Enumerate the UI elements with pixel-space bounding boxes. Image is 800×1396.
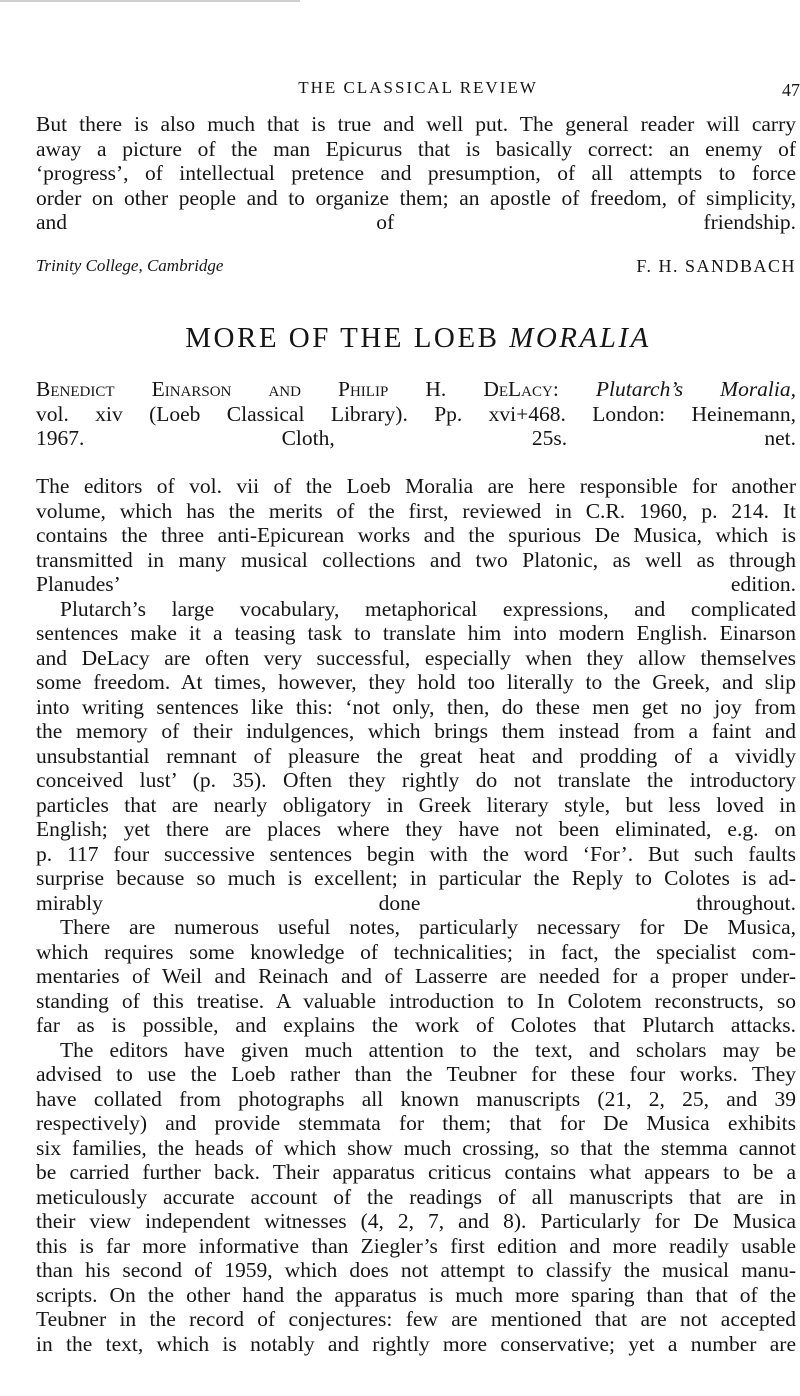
reviewer-name: F. H. SANDBACH <box>636 256 796 276</box>
text-line: and of friendship. <box>36 210 796 234</box>
text-line: mirably done throughout. <box>36 890 796 915</box>
review-signature <box>36 256 796 284</box>
paragraph <box>36 474 796 597</box>
text-line: far as is possible, and explains the work of Colotes that Plutarch attacks. <box>36 1013 796 1037</box>
text-line: this is far more informative than Ziegler’s first edition and more readily usable <box>36 1233 796 1258</box>
text-line: volume, which has the merits of the first, reviewed in C.R. 1960, p. 214. It <box>36 498 796 523</box>
article-title-italic: MORALIA <box>509 322 651 354</box>
paragraph <box>36 915 796 1038</box>
paragraph <box>36 597 796 916</box>
citation-line: 1967. Cloth, 25s. net. <box>36 426 796 450</box>
text-line: six families, the heads of which show much crossing, so that the stemma cannot <box>36 1135 796 1160</box>
journal-title: THE CLASSICAL REVIEW <box>298 78 538 97</box>
text-line: transmitted in many musical collections and two Platonic, as well as through <box>36 547 796 572</box>
text-line: order on other people and to organize them; an apostle of freedom, of simplicity, <box>36 185 796 210</box>
text-line: into writing sentences like this: ‘not only, then, do these men get no joy from <box>36 694 796 719</box>
article-title-roman: MORE OF THE LOEB <box>185 322 510 354</box>
text-line: unsubstantial remnant of pleasure the great heat and prodding of a vividly <box>36 743 796 768</box>
text-line: The editors have given much attention to the text, and scholars may be <box>60 1037 796 1062</box>
citation-line <box>36 377 796 402</box>
text-line: surprise because so much is excellent; in particular the Reply to Colotes is ad- <box>36 866 796 890</box>
article-title <box>36 322 800 355</box>
text-line: some freedom. At times, however, they hold too literally to the Greek, and slip <box>36 670 796 694</box>
page-number: 47 <box>782 80 800 100</box>
paragraph <box>36 1038 796 1357</box>
citation-work-title: Plutarch’s Moralia, <box>595 377 797 401</box>
text-line: meticulously accurate account of the readings of all manuscripts that are in <box>36 1184 796 1209</box>
text-line: respectively) and provide stemmata for them; that for De Musica exhibits <box>36 1111 796 1135</box>
text-line: and DeLacy are often very successful, especially when they allow themselves <box>36 645 796 670</box>
text-line: scripts. On the other hand the apparatus is much more sparing than that of the <box>36 1282 796 1307</box>
text-line: than his second of 1959, which does not attempt to classify the musical manu- <box>36 1258 796 1282</box>
text-line: But there is also much that is true and well put. The general reader will carry <box>36 112 796 136</box>
text-line: be carried further back. Their apparatus criticus contains what appears to be a <box>36 1160 796 1184</box>
text-line: p. 117 four successive sentences begin with the word ‘For’. But such faults <box>36 841 796 866</box>
text-line: the memory of their indulgences, which brings them instead from a faint and <box>36 719 796 743</box>
text-line: their view independent witnesses (4, 2, 7, and 8). Particularly for De Musica <box>36 1209 796 1233</box>
text-line: sentences make it a teasing task to translate him into modern English. Einarson <box>36 621 796 645</box>
text-line: English; yet there are places where they have not been eliminated, e.g. on <box>36 817 796 841</box>
citation-line: vol. xiv (Loeb Classical Library). Pp. xvi+468. London: Heinemann, <box>36 401 796 426</box>
book-citation <box>36 377 796 451</box>
text-line: ‘progress’, of intellectual pretence and presumption, of all attempts to force <box>36 161 796 185</box>
citation-authors: Benedict Einarson and Philip H. DeLacy: <box>36 377 559 401</box>
text-line: contains the three anti-Epicurean works and the spurious De Musica, which is <box>36 523 796 547</box>
text-line: mentaries of Weil and Reinach and of Lasserre are needed for a proper under- <box>36 964 796 988</box>
text-line: Teubner in the record of conjectures: few are mentioned that are not accepted <box>36 1307 796 1331</box>
text-line: There are numerous useful notes, particularly necessary for De Musica, <box>60 915 796 939</box>
text-line: which requires some knowledge of technicalities; in fact, the specialist com- <box>36 939 796 964</box>
text-line: conceived lust’ (p. 35). Often they rightly do not translate the introductory <box>36 768 796 792</box>
text-line: Planudes’ edition. <box>36 572 796 596</box>
text-line: standing of this treatise. A valuable introduction to In Colotem reconstructs, so <box>36 988 796 1013</box>
previous-review-conclusion <box>36 112 796 235</box>
text-line: particles that are nearly obligatory in Greek literary style, but less loved in <box>36 792 796 817</box>
text-line: Plutarch’s large vocabulary, metaphorical expressions, and complicated <box>60 596 796 621</box>
text-line: advised to use the Loeb rather than the Teubner for these four works. They <box>36 1062 796 1086</box>
running-head <box>36 78 800 104</box>
reviewer-affiliation: Trinity College, Cambridge <box>36 256 224 275</box>
text-line: away a picture of the man Epicurus that is basically correct: an enemy of <box>36 136 796 161</box>
text-line: in the text, which is notably and rightly more conservative; yet a number are <box>36 1331 796 1356</box>
scan-edge-rule <box>0 0 300 2</box>
text-line: The editors of vol. vii of the Loeb Moralia are here responsible for another <box>36 474 796 498</box>
review-body <box>36 474 796 1356</box>
text-line: have collated from photographs all known manuscripts (21, 2, 25, and 39 <box>36 1086 796 1111</box>
